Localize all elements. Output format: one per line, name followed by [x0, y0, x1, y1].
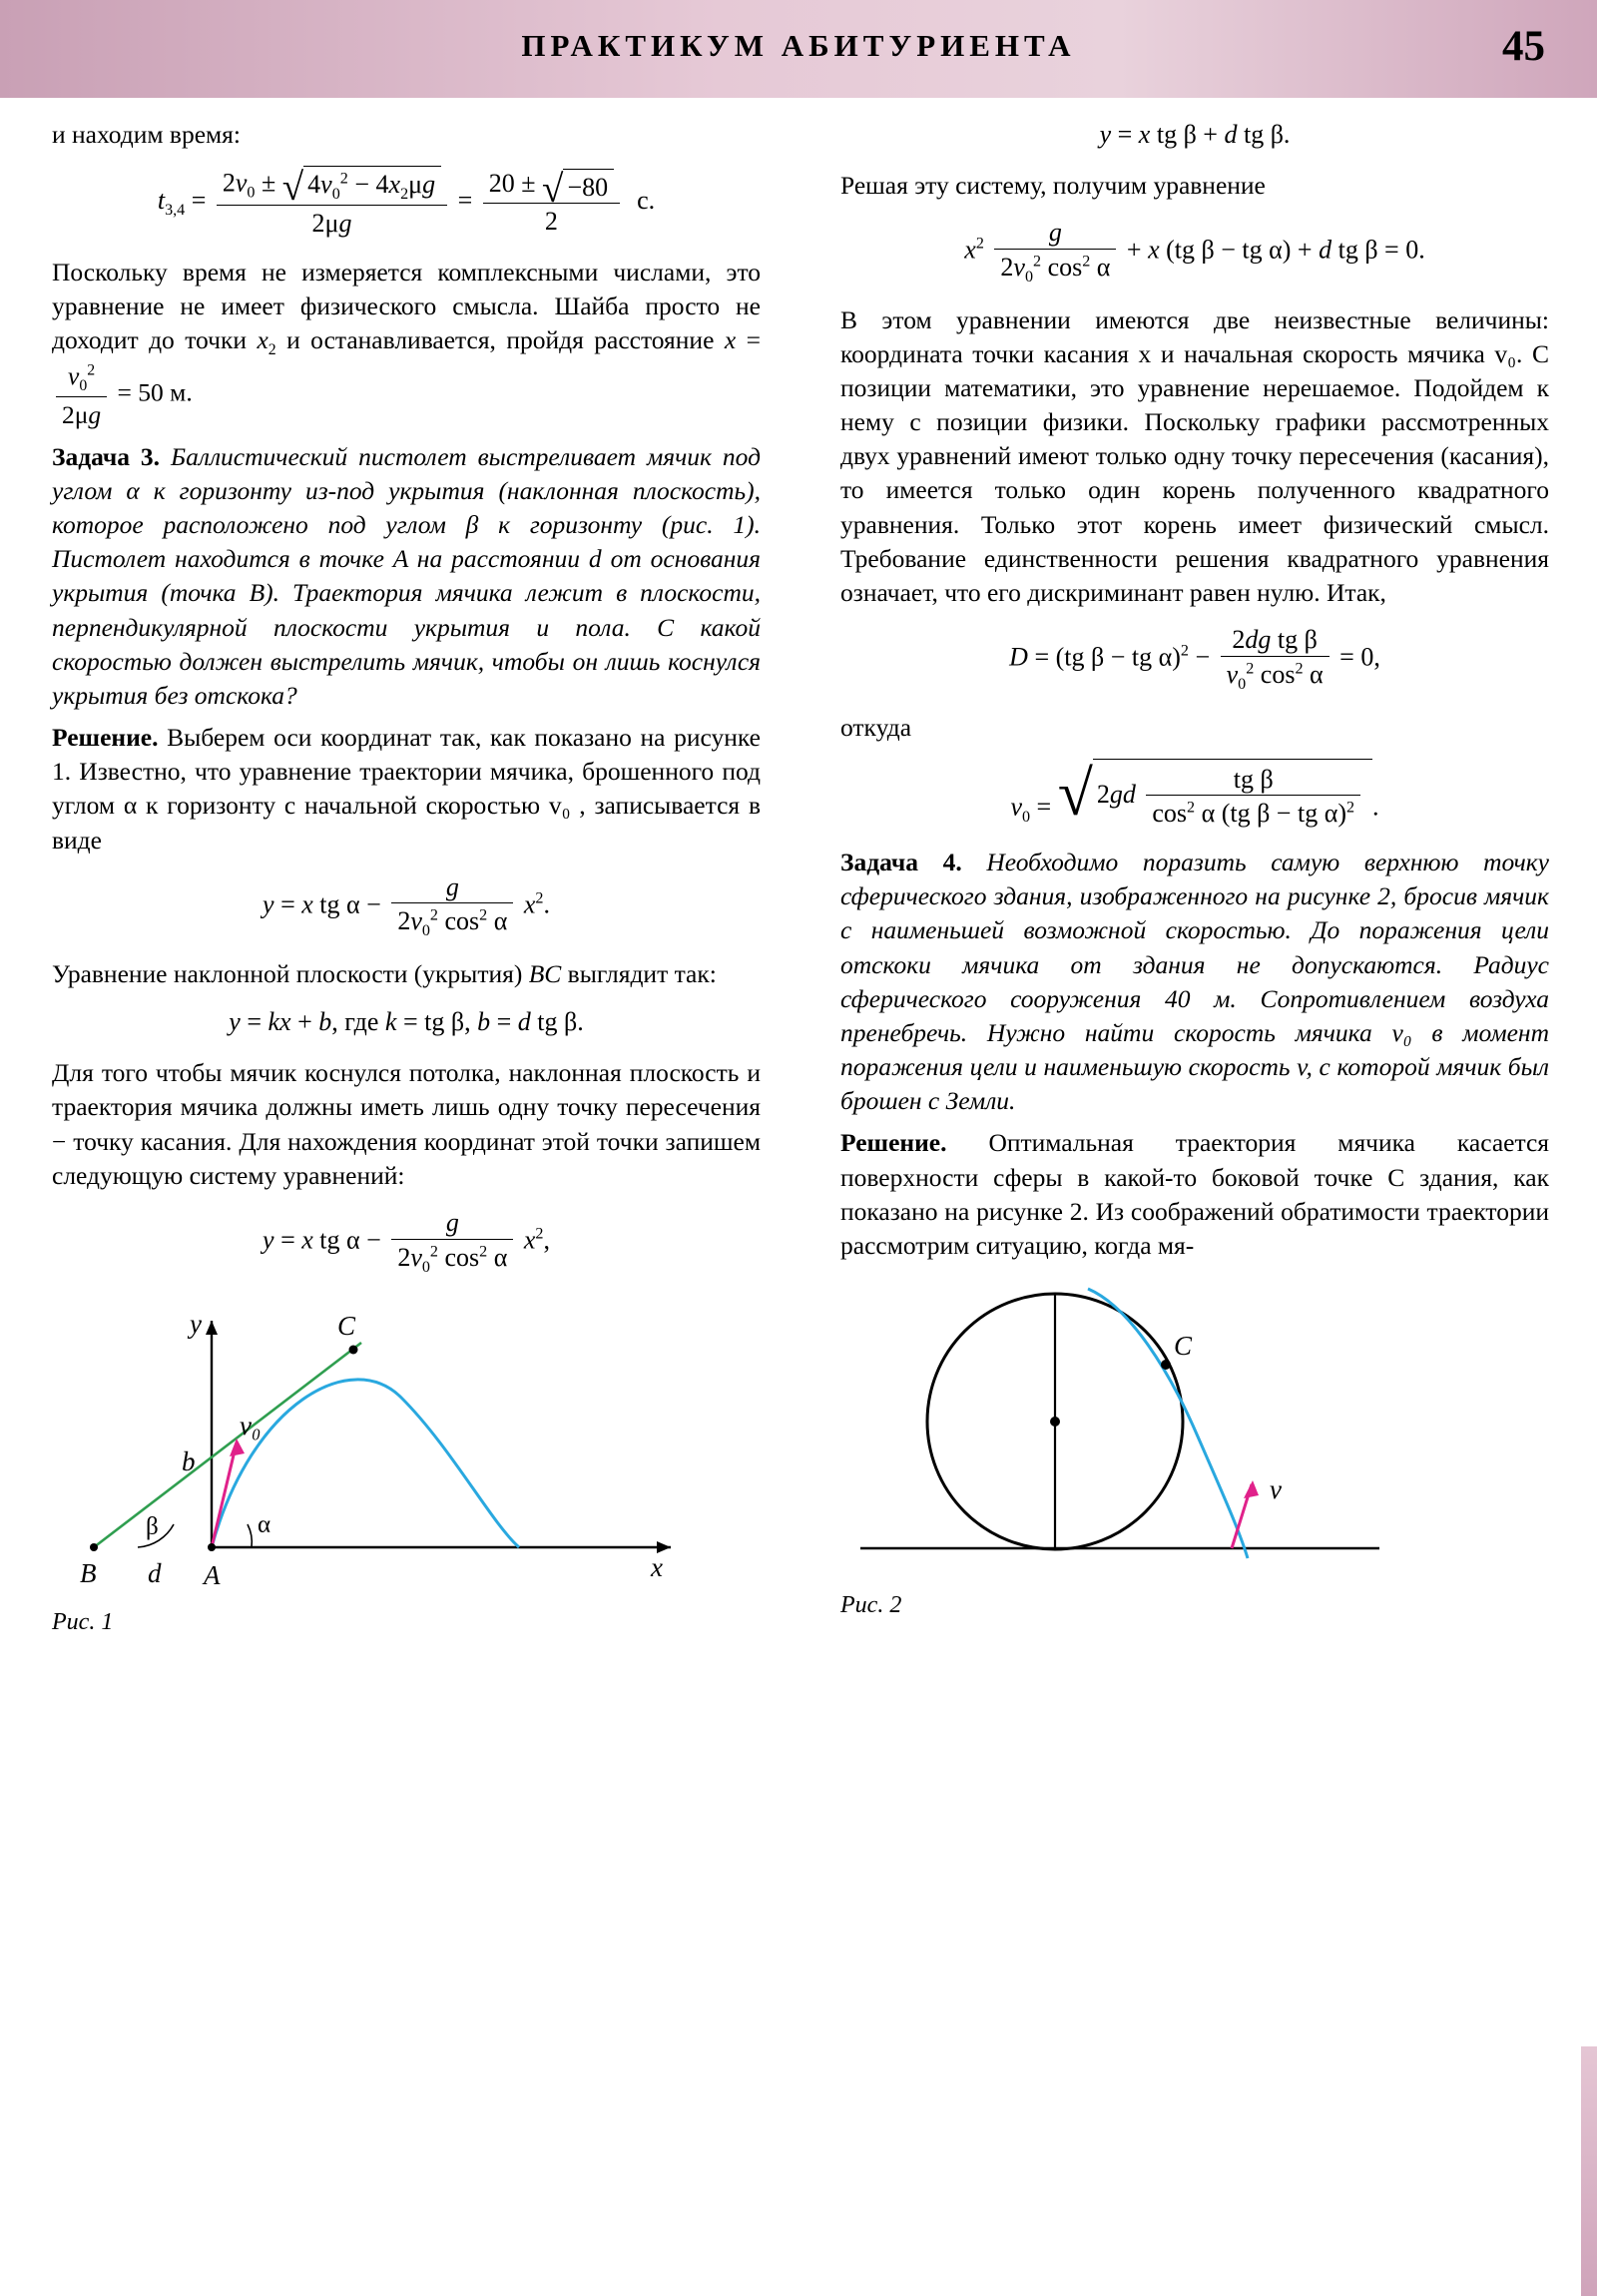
fig1-label-C: C — [337, 1311, 356, 1342]
paragraph-complex-time: Поскольку время не измеряется комплексными числами, это уравнение не имеет физического смысла. Шайба просто не доходит до точки $x_2$ и останавливается, пройдя расстояние x = $\frac{v_0^2}{2\mu g}$ = 50 м. — [52, 257, 761, 429]
fig2-label-C: C — [1174, 1331, 1193, 1362]
paragraph-plane-equation: Уравнение наклонной плоскости (укрытия) BC выглядит так: — [52, 959, 717, 989]
figure-1 — [52, 1293, 761, 1637]
page-number: 45 — [1502, 23, 1545, 70]
solution-3-label: Решение. — [52, 723, 159, 753]
formula-trajectory: y = x tg α − $\frac{g}{2v_0^2 \cos^2 \alpha}$ $x^2$. — [263, 871, 550, 940]
formula-system-first: y = x tg α − $\frac{g}{2v_0^2 \cos^2 \alpha}$ $x^2$, — [263, 1207, 550, 1276]
page-header — [0, 0, 1597, 98]
figure-2-svg — [840, 1277, 1399, 1576]
paragraph-unknowns: В этом уравнении имеются две неизвестные величины: координата точки касания x и начальная скорость мячика v₀. С позиции математики, это уравнение нерешаемое. Подойдем к нему с позиции физики. Поскольку графики рассмотренных двух уравнений имеют только одну точку пересечения (касания), то имеется только один корень полученного квадратного уравнения. Только этот корень имеет физический смысл. Требование единственности решения квадратного уравнения означает, что его дискриминант равен нулю. Итак, — [840, 304, 1549, 607]
task-4-text: Необходимо поразить самую верхнюю точку сферического здания, изображенного на рисунке 2, бросив мячик с наименьшей возможной скоростью. До поражения цели отскоки мячика от здания не допускаются. Радиус сферического сооружения 40 м. Сопротивлением воздуха пренебречь. Нужно найти скорость мячика v₀ в момент поражения цели и наименьшую скорость v, с которой мячик был брошен с Земли. — [840, 848, 1549, 1116]
task-4 — [840, 846, 1549, 1118]
fig1-label-y: y — [190, 1309, 202, 1340]
right-column — [840, 118, 1549, 1621]
formula-discriminant: D = (tg β − tg α)$^2$ − $\frac{\text{2dg tg β}}{v_0^2 \cos^2 \alpha}$ = 0, — [1009, 624, 1380, 693]
formula-system-second: y = x tg β + d tg β. — [1099, 120, 1291, 149]
paragraph-find-time: и находим время: — [52, 120, 241, 149]
figure-2 — [840, 1277, 1549, 1621]
task-3-text: Баллистический пистолет выстреливает мячик под углом α к горизонту из-под укрытия (наклонная плоскость), которое расположено под углом β к горизонту (рис. 1). Пистолет находится в точке A на расстоянии d от основания укрытия (точка B). Траектория мячика лежит в плоскости, перпендикулярной плоскости укрытия и пола. С какой скоростью должен выстрелить мячик, чтобы он лишь коснулся укрытия без отскока? — [52, 441, 761, 710]
fig1-label-beta: β — [146, 1513, 159, 1541]
paragraph-system: Для того чтобы мячик коснулся потолка, наклонная плоскость и траектория мячика должны иметь лишь одну точку пересечения − точку касания. Для нахождения координат этой точки запишем следующую систему уравнений: — [52, 1058, 761, 1190]
fig1-label-B: B — [80, 1558, 97, 1589]
fig1-label-A: A — [204, 1560, 221, 1591]
solution-3-text: Выберем оси координат так, как показано на рисунке 1. Известно, что уравнение траектории мячика, брошенного под углом α к горизонту с начальной скоростью v₀ , записывается в виде — [52, 723, 761, 855]
fig1-label-x: x — [651, 1552, 663, 1583]
fig1-label-b: b — [182, 1446, 196, 1477]
header-title: ПРАКТИКУМ АБИТУРИЕНТА — [521, 28, 1076, 63]
fig1-label-v0: v₀ — [240, 1411, 262, 1441]
paragraph-solving-system: Решая эту систему, получим уравнение — [840, 170, 1266, 200]
formula-line: y = kx + b, где k = tg β, b = d tg β. — [229, 1007, 584, 1037]
figure-2-caption: Рис. 2 — [840, 1592, 902, 1619]
formula-v0: $v_0$ = √ 2gd $\frac{\text{tg β}}{\cos^2 \alpha (tg \beta - tg \alpha)^2}$ . — [1010, 758, 1379, 830]
task-3-label: Задача 3. — [52, 441, 161, 471]
fig2-label-v: v — [1270, 1474, 1282, 1505]
left-column — [52, 118, 761, 1638]
figure-1-caption: Рис. 1 — [52, 1608, 114, 1635]
formula-quadratic: $x^2$ $\frac{g}{2v_0^2 \cos^2 \alpha}$ + x (tg β − tg α) + d tg β = 0. — [964, 217, 1425, 286]
figure-1-svg — [52, 1293, 691, 1592]
paragraph-otkuda: откуда — [840, 712, 912, 742]
solution-4-text: Оптимальная траектория мячика касается поверхности сферы в какой-то боковой точке C здания, как показано на рисунке 2. Из соображений обратимости траектории рассмотрим ситуацию, когда мя- — [840, 1128, 1550, 1260]
fig1-label-alpha: α — [258, 1511, 271, 1539]
task-3 — [52, 440, 761, 713]
fig1-label-d: d — [148, 1558, 162, 1589]
formula-t34: $t_{3,4}$ = $\frac{2v_0 \pm √ 4v_0^2 - 4x_2\mu g}{2\mu g}$ = $\frac{20 \pm √ -80}{2}$ с. — [157, 165, 656, 239]
solution-4 — [840, 1126, 1549, 1263]
edge-decoration-bar — [1581, 2046, 1597, 2296]
solution-3 — [52, 721, 761, 858]
solution-4-label: Решение. — [840, 1128, 947, 1158]
task-4-label: Задача 4. — [840, 848, 962, 877]
